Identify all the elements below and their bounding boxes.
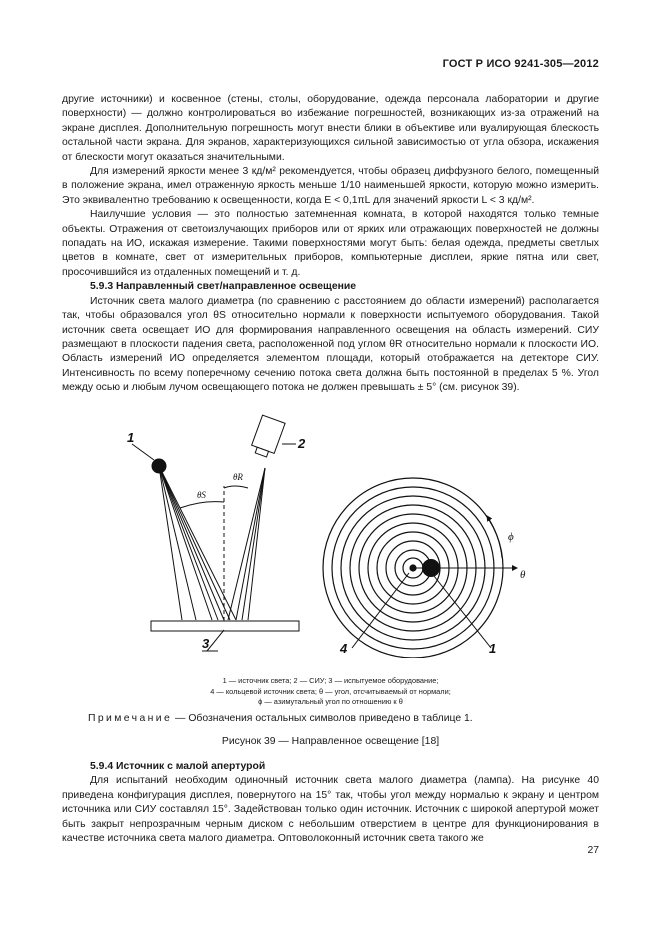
paragraph: Для испытаний необходим одиночный источник света малого диаметра (лампа). На рисунке 40 приведена конфигурация дисплея, повернутого на 15° так, чтобы угол между нормалью к экрану и центром источника или СИУ составлял 15°. Задействован только один источник. Источник с широкой апертурой может быть закрыт непрозрачным черным диском с небольшим отверстием в центре для функционирования в качестве источника света малого диаметра. Оптоволоконный источник света такого же <box>62 775 599 845</box>
legend-line: 4 — кольцевой источник света; θ — угол, отсчитываемый от нормали; <box>210 686 451 696</box>
label-phi: ϕ <box>508 531 514 543</box>
figure-caption: Рисунок 39 — Направленное освещение [18] <box>221 736 440 747</box>
section-heading-5-9-3: 5.9.3 Направленный свет/направленное освещение <box>90 281 357 293</box>
label-detector: 2 <box>298 436 306 451</box>
legend-line: 1 — источник света; 2 — СИУ; 3 — испытуемое оборудование; <box>222 676 439 685</box>
figure-39 <box>62 408 599 658</box>
document-header: ГОСТ Р ИСО 9241-305—2012 <box>442 58 599 70</box>
light-source <box>152 459 166 473</box>
theta-r-arc <box>224 486 248 488</box>
test-equipment-plate <box>151 621 299 631</box>
section-heading-5-9-4: 5.9.4 Источник с малой апертурой <box>90 761 266 772</box>
label-theta-s: θS <box>197 490 206 500</box>
figure-legend <box>62 676 599 708</box>
label-source: 1 <box>127 430 135 445</box>
text-block-bottom <box>62 760 599 846</box>
paragraph: другие источники) и косвенное (стены, столы, оборудование, одежда персонала лаборатории и другие поверхности) — должно контролироваться во избежание погрешностей, возникающих из-за отражений на экране дисплея. Дополнительную погрешность могут внести блики в объективе или вуалирующая блескость остальной части экрана. Для экранов, характеризующихся сильной зависимостью от угла обзора, искажения от блескости могут оказаться значительными. <box>62 94 599 163</box>
paragraph: Источник света малого диаметра (по сравнению с расстоянием до области измерений) располагается так, чтобы образовался угол θS относительно нормали к поверхности испытуемого оборудования. Такой источник света освещает ИО для формирования направленного освещения на область измерений. СИУ размещают в плоскости падения света, расположенной под углом θR относительно нормали к плоскости ИО. Область измерений ИО определяется элементом площади, который отображается на детекторе СИУ. Интенсивность по всему поперечному сечению потока света должна быть постоянной в пределах 5 %. Угол между осью и любым лучом освещающего потока не должен превышать ± 5° (см. рисунок 39). <box>62 295 599 394</box>
page-number: 27 <box>587 845 599 856</box>
directional-setup-diagram <box>132 415 299 651</box>
figure-note <box>88 713 473 724</box>
detector-rays <box>228 468 265 620</box>
text-block-top <box>62 93 599 396</box>
note-label: Примечание <box>88 713 173 724</box>
paragraph: Для измерений яркости менее 3 кд/м² рекомендуется, чтобы образец диффузного белого, помещенный в положение экрана, имел отраженную яркость меньше 1/10 наименьшей яркости, которую можно измерить. Это эквивалентно требованию к освещенности, когда E < 0,1πL для значений яркости L < 3 кд/м². <box>62 166 599 206</box>
label-theta: θ <box>520 569 526 581</box>
label-theta-r: θR <box>233 472 243 482</box>
label-equipment: 3 <box>202 636 210 651</box>
ring-source-diagram <box>323 478 517 658</box>
label-source-right: 1 <box>489 641 497 656</box>
detector <box>250 415 286 459</box>
ring-light-marker <box>422 559 440 577</box>
label-ring-source: 4 <box>340 641 348 656</box>
note-text: — Обозначения остальных символов приведено в таблице 1. <box>172 713 473 724</box>
paragraph: Наилучшие условия — это полностью затемненная комната, в которой находятся только темные объекты. Отражения от светоизлучающих приборов или от ярких или отражающих поверхностей не должны попадать на ИО, искажая измерение. Такими поверхностями могут быть: белая одежда, предметы светлых цветов в комнате, свет от измерительных приборов, компьютерные дисплеи, яркие пятна или свет, просочившийся из отдаленных помещений и т. д. <box>62 209 599 278</box>
legend-line: ϕ — азимутальный угол по отношению к θ <box>258 697 403 707</box>
theta-s-arc <box>180 502 224 508</box>
